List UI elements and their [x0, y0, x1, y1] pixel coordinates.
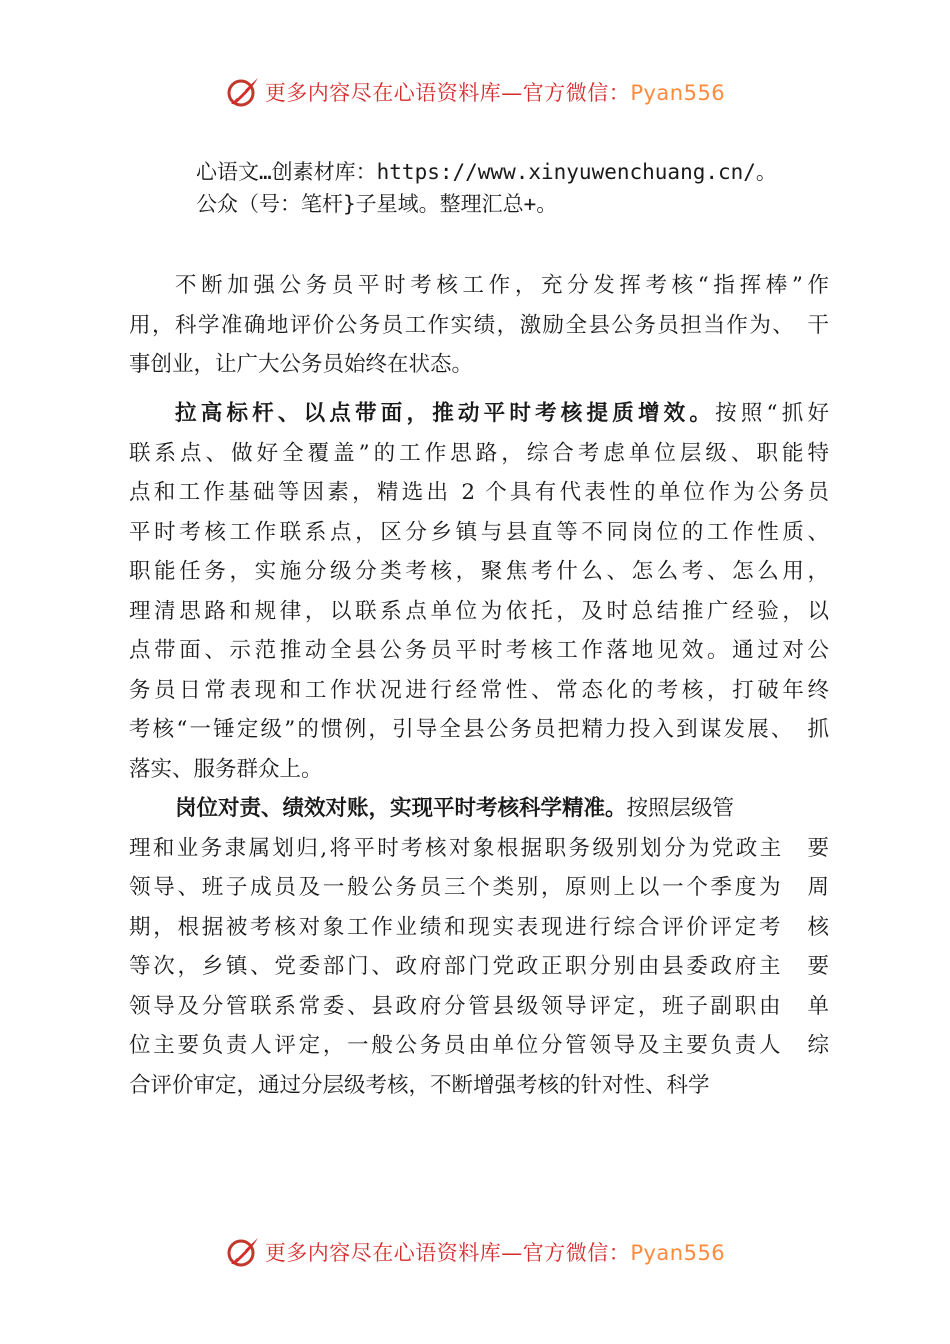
header-banner — [0, 72, 950, 112]
source-note-line: 心语文…创素材库：https://www.xinyuwenchuang.cn/。 — [196, 160, 777, 184]
footer-banner-text: 更多内容尽在心语资料库—官方微信：Pyan556 — [264, 1241, 726, 1265]
text-line: 领导及分管联系常委、县政府分管县级领导评定，班子副职由 单 — [129, 993, 829, 1019]
paragraph-1 — [129, 266, 829, 385]
quill-logo-icon — [225, 74, 261, 110]
source-note — [196, 156, 876, 220]
footer-banner — [0, 1232, 950, 1272]
paragraph-heading: 岗位对责、绩效对账，实现平时考核科学精准。 — [175, 796, 627, 821]
header-banner-text: 更多内容尽在心语资料库—官方微信：Pyan556 — [264, 81, 726, 105]
text-line: 合评价审定，通过分层级考核，不断增强考核的针对性、科学 — [129, 1072, 710, 1098]
text-line: 务员日常表现和工作状况进行经常性、常态化的考核，打破年终 — [129, 677, 829, 703]
text-line: 平时考核工作联系点，区分乡镇与县直等不同岗位的工作性质、 — [129, 519, 829, 545]
header-wechat-id: Pyan556 — [630, 81, 726, 105]
text-line: 位主要负责人评定，一般公务员由单位分管领导及主要负责人 综 — [129, 1033, 829, 1058]
footer-wechat-id: Pyan556 — [630, 1241, 726, 1265]
text-line: 用，科学准确地评价公务员工作实绩，激励全县公务员担当作为、 干 — [129, 312, 829, 338]
quill-logo-icon — [225, 1234, 261, 1270]
text-line: 点带面、示范推动全县公务员平时考核工作落地见效。通过对公 — [129, 638, 829, 663]
text-line: 落实、服务群众上。 — [129, 756, 323, 782]
text-line: 领导、班子成员及一般公务员三个类别，原则上以一个季度为 周 — [129, 875, 829, 900]
text-line: 考核“一锤定级”的惯例，引导全县公务员把精力投入到谋发展、 抓 — [129, 717, 829, 742]
source-note-line: 公众（号：笔杆}子星域。整理汇总+。 — [196, 192, 558, 216]
text-line: 职能任务，实施分级分类考核，聚焦考什么、怎么考、怎么用， — [129, 559, 829, 584]
text-line: 等次，乡镇、党委部门、政府部门党政正职分别由县委政府主 要 — [129, 954, 829, 979]
text-line: 岗位对责、绩效对账，实现平时考核科学精准。按照层级管 — [175, 796, 735, 821]
text-line: 事创业，让广大公务员始终在状态。 — [129, 352, 474, 377]
text-line: 拉高标杆、以点带面，推动平时考核提质增效。按照“抓好 — [175, 401, 829, 426]
text-line: 期，根据被考核对象工作业绩和现实表现进行综合评价评定考 核 — [129, 914, 829, 940]
text-line: 不断加强公务员平时考核工作，充分发挥考核“指挥棒”作 — [175, 273, 829, 298]
text-line: 点和工作基础等因素，精选出 2 个具有代表性的单位作为公务员 — [129, 480, 829, 505]
text-line: 理清思路和规律，以联系点单位为依托，及时总结推广经验，以 — [129, 598, 829, 624]
paragraph-3 — [129, 789, 829, 1105]
paragraph-2 — [129, 394, 829, 789]
text-line: 联系点、做好全覆盖”的工作思路，综合考虑单位层级、职能特 — [129, 440, 829, 466]
paragraph-heading: 拉高标杆、以点带面，推动平时考核提质增效。 — [175, 401, 716, 426]
text-line: 理和业务隶属划归,将平时考核对象根据职务级别划分为党政主 要 — [129, 835, 829, 861]
